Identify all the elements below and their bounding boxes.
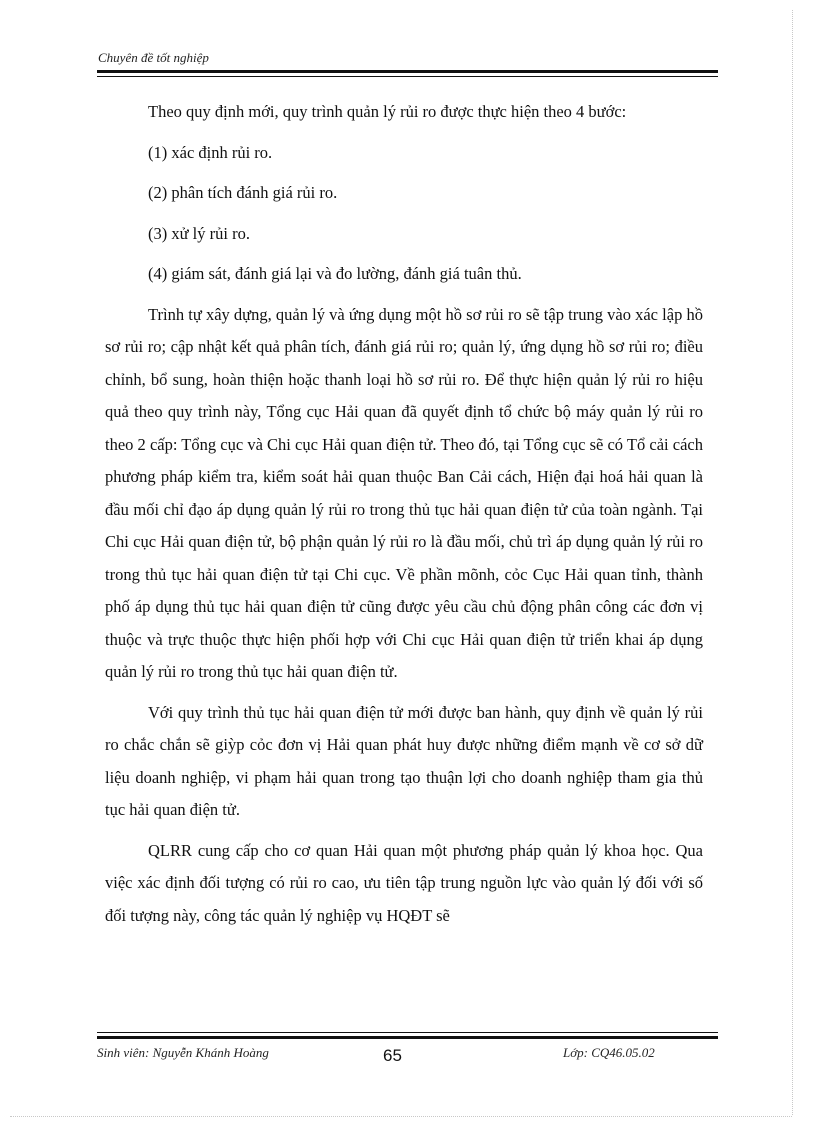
page-border-right xyxy=(792,10,793,1115)
list-item: (3) xử lý rủi ro. xyxy=(148,223,250,243)
list-item: (4) giám sát, đánh giá lại và đo lường, đánh giá tuân thủ. xyxy=(148,264,522,283)
page-number: 65 xyxy=(383,1046,402,1065)
list-item: (1) xác định rủi ro. xyxy=(148,142,273,162)
paragraph-benefits: Với quy trình thủ tục hải quan điện tử mới được ban hành, quy định về quản lý rủi ro chắc chắn sẽ giỳp cỏc đơn vị Hải quan phát huy được những điểm mạnh về cơ sở dữ liệu doanh nghiệp, vi phạm hải quan trong tạo thuận lợi cho doanh nghiệp tham gia thủ tục hải quan điện tử. xyxy=(105,702,703,819)
page-border-bottom xyxy=(10,1116,792,1117)
footer-rule-thin xyxy=(97,1032,718,1033)
footer-class: Lớp: CQ46.05.02 xyxy=(563,1045,655,1060)
paragraph-process: Trình tự xây dựng, quản lý và ứng dụng một hồ sơ rủi ro sẽ tập trung vào xác lập hồ sơ rủi ro; cập nhật kết quả phân tích, đánh giá rủi ro; quản lý, ứng dụng hồ sơ rủi ro; điều chỉnh, bổ sung, hoàn thiện hoặc thanh loại hồ sơ rủi ro. Để thực hiện quản lý rủi ro hiệu quả theo quy trình này, Tổng cục Hải quan đã quyết định tổ chức bộ máy quản lý rủi ro theo 2 cấp: Tổng cục và Chi cục Hải quan điện tử. Theo đó, tại Tổng cục sẽ có Tổ cải cách phương pháp kiểm tra, kiểm soát hải quan thuộc Ban Cải cách, Hiện đại hoá hải quan là đầu mối chỉ đạo áp dụng quản lý rủi ro trong thủ tục hải quan điện tử của toàn ngành. Tại Chi cục Hải quan điện tử, bộ phận quản lý rủi ro là đầu mối, chủ trì áp dụng quản lý rủi ro trong thủ tục hải quan điện tử tại Chi cục. Về phần mõnh, cỏc Cục Hải quan tỉnh, thành phố áp dụng thủ tục hải quan điện tử cũng được yêu cầu chủ động phân công các đơn vị thuộc và trực thuộc thực hiện phối hợp với Chi cục Hải quan điện tử triển khai áp dụng quản lý rủi ro trong thủ tục hải quan điện tử. xyxy=(105,304,703,681)
intro-paragraph: Theo quy định mới, quy trình quản lý rủi ro được thực hiện theo 4 bước: xyxy=(148,102,627,121)
spacer xyxy=(105,291,703,299)
paragraph-qlrr: QLRR cung cấp cho cơ quan Hải quan một phương pháp quản lý khoa học. Qua việc xác định đối tượng có rủi ro cao, ưu tiên tập trung nguồn lực vào quản lý đối với số đối tượng này, công tác quản lý nghiệp vụ HQĐT sẽ xyxy=(105,840,703,925)
header-rule-thin xyxy=(97,76,718,77)
spacer xyxy=(105,169,703,177)
body-text xyxy=(105,96,703,932)
list-item: (2) phân tích đánh giá rủi ro. xyxy=(148,183,338,202)
header-rule-thick xyxy=(97,70,718,73)
spacer xyxy=(105,129,703,137)
spacer xyxy=(105,827,703,835)
footer-rule-thick xyxy=(97,1036,718,1039)
header-title: Chuyên đề tốt nghiệp xyxy=(98,50,209,65)
spacer xyxy=(105,250,703,258)
spacer xyxy=(105,689,703,697)
spacer xyxy=(105,210,703,218)
footer-student: Sinh viên: Nguyễn Khánh Hoàng xyxy=(97,1045,269,1060)
